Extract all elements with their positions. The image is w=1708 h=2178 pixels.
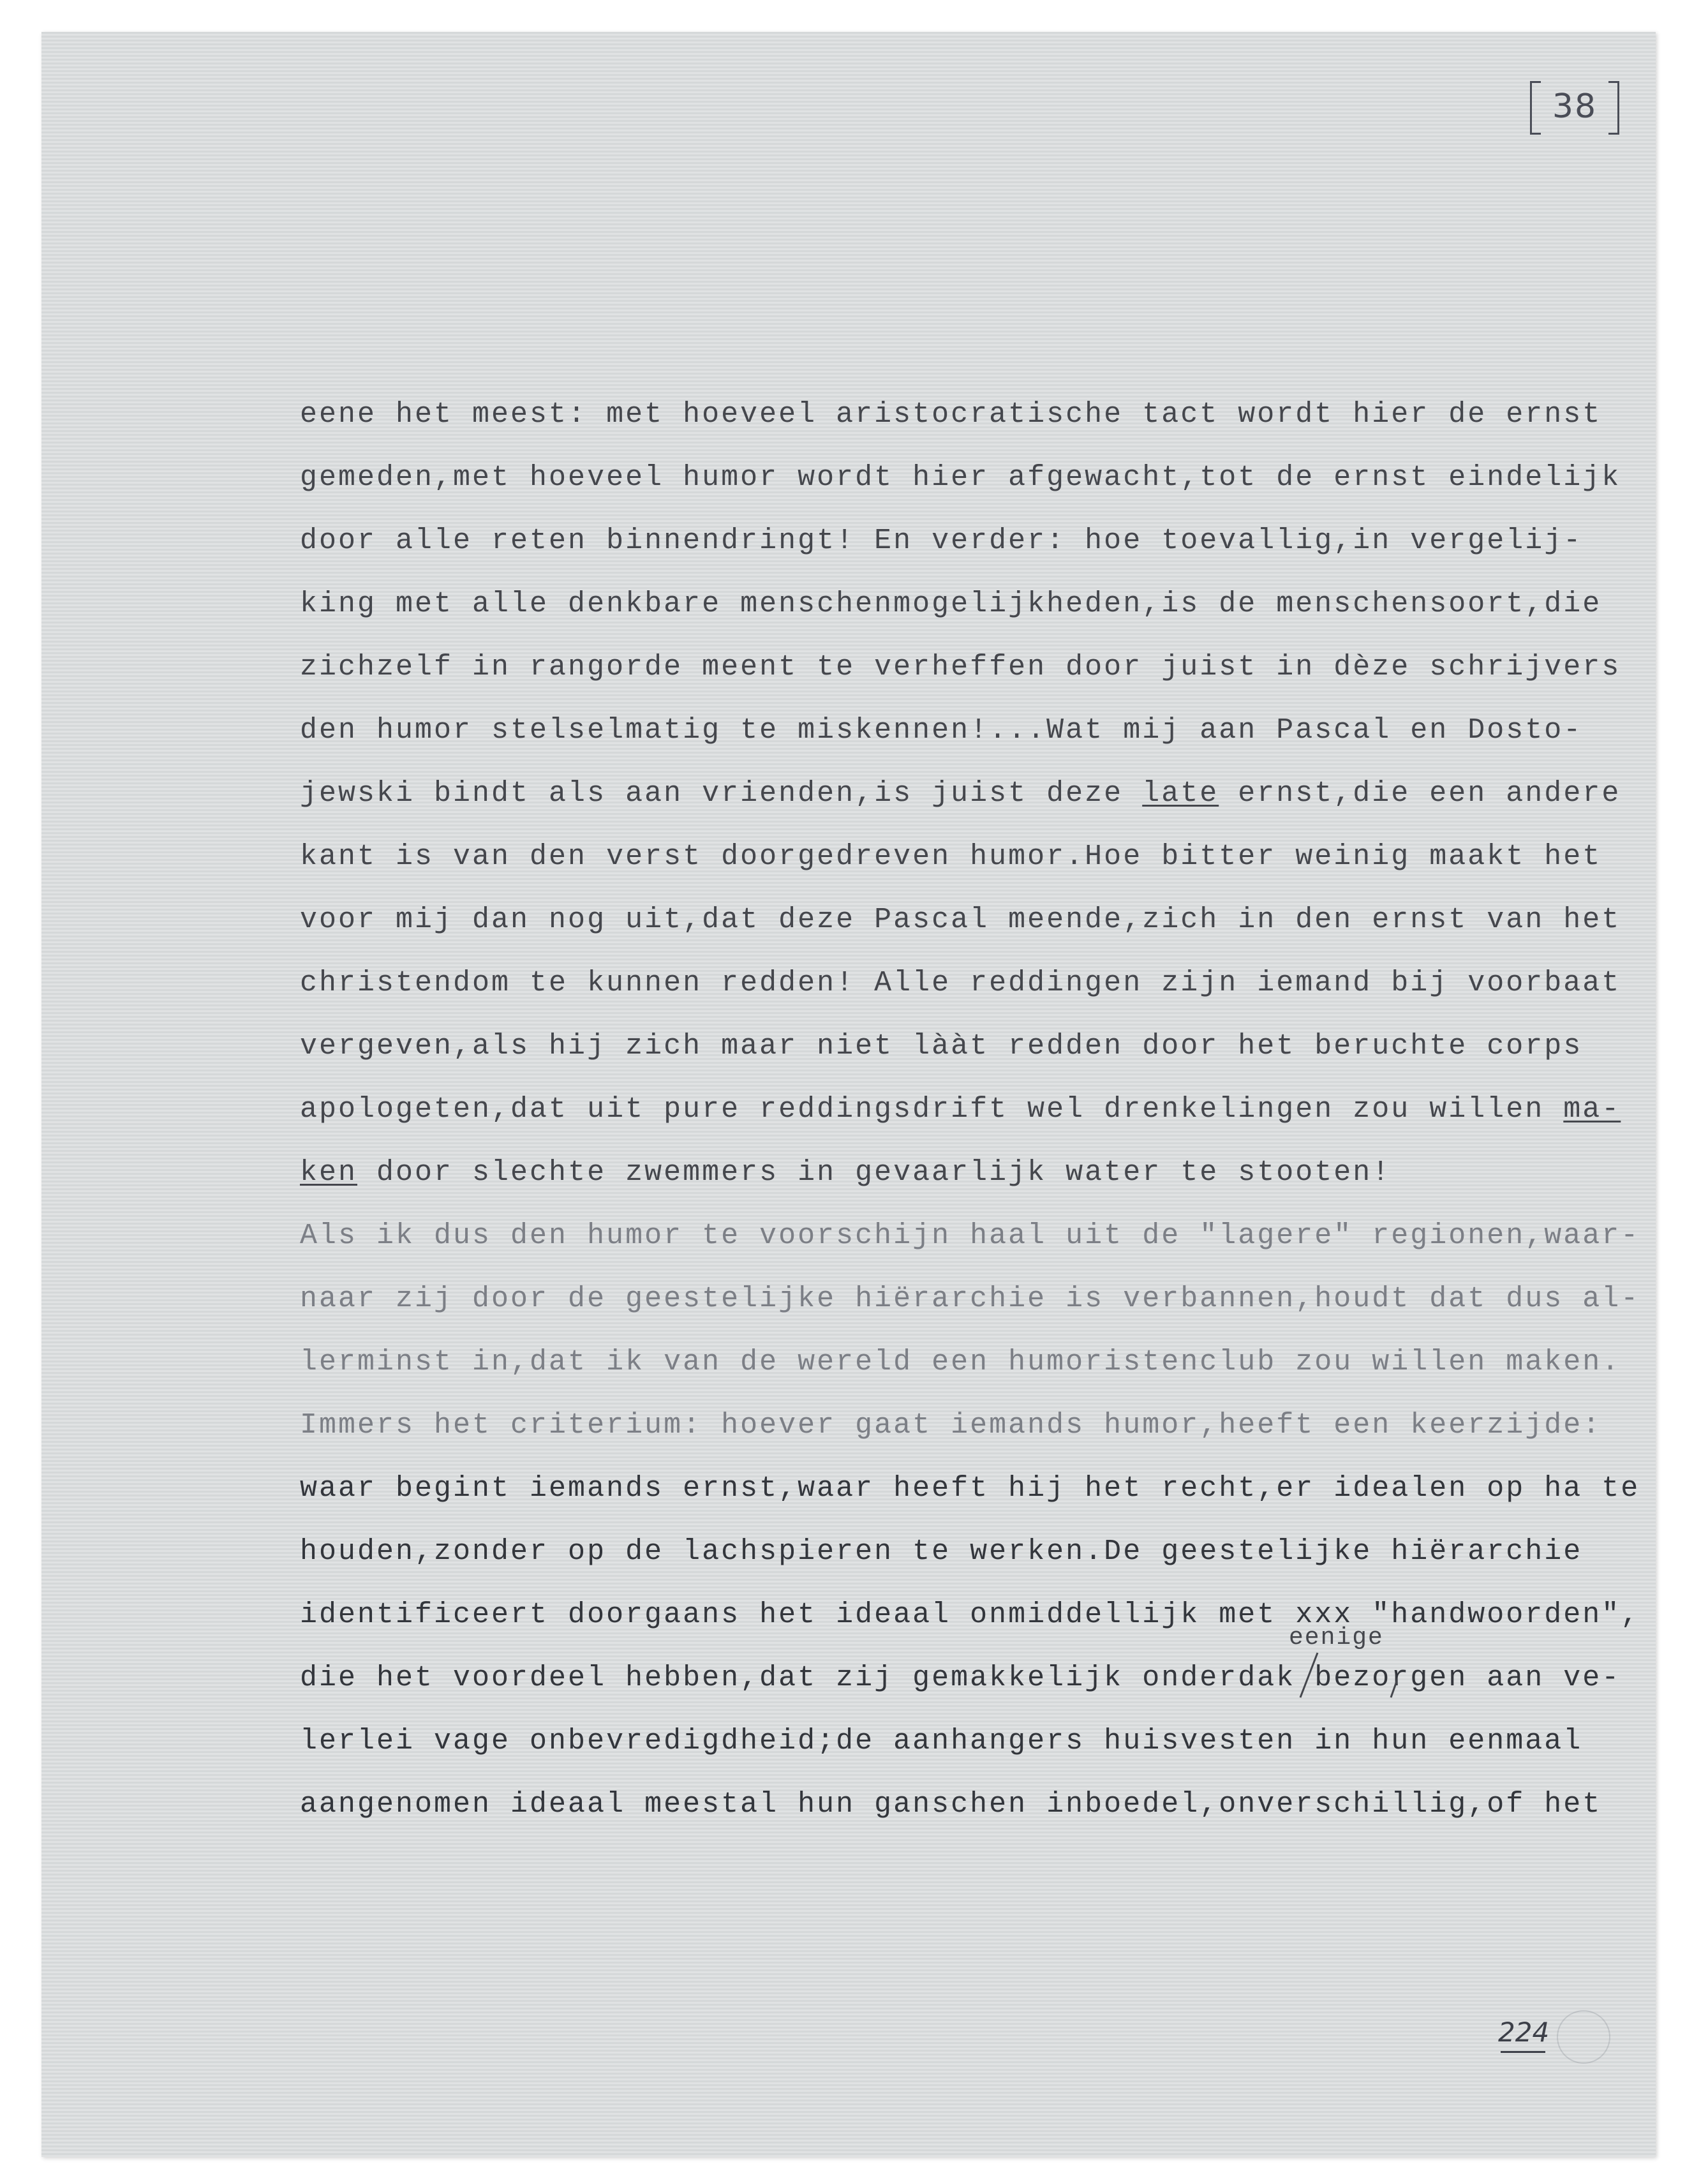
text-line-14: Als ik dus den humor te voorschijn haal uit de "lagere" regionen,waar- (300, 1220, 1640, 1252)
text-line-19: houden,zonder op de lachspieren te werken.De geestelijke hiërarchie (300, 1535, 1583, 1568)
text-segment: jewski bindt als aan vrienden,is juist deze (300, 777, 1143, 810)
insertion-stroke-left (1300, 1653, 1318, 1697)
page-number-bracketed (1530, 81, 1619, 132)
bracket-right (1608, 81, 1619, 135)
text-line-15: naar zij door de geestelijke hiërarchie is verbannen,houdt dat dus al- (300, 1283, 1640, 1315)
folio-underline (1501, 2051, 1545, 2053)
folio-number: 224 (1498, 2017, 1550, 2048)
text-line-20: identificeert doorgaans het ideaal onmiddellijk met xxx "handwoorden", (300, 1599, 1640, 1631)
text-line-21: die het voordeel hebben,dat zij gemakkelijk onderdak bezorgen aan ve- (300, 1662, 1621, 1694)
text-line-17: Immers het criterium: hoever gaat iemands humor,heeft een keerzijde: (300, 1409, 1602, 1442)
text-line-11: vergeven,als hij zich maar niet lààt redden door het beruchte corps (300, 1030, 1583, 1063)
text-line-2: gemeden,met hoeveel humor wordt hier afgewacht,tot de ernst eindelijk (300, 461, 1621, 494)
faint-stamp (1557, 2010, 1610, 2064)
underlined-word: ken (300, 1156, 358, 1189)
text-segment: door slechte zwemmers in gevaarlijk water te stooten! (357, 1156, 1392, 1189)
text-line-13 (300, 1141, 1672, 1204)
underlined-word: late (1142, 777, 1219, 810)
text-line-6: den humor stelselmatig te miskennen!...Wat mij aan Pascal en Dosto- (300, 714, 1583, 747)
text-line-9: voor mij dan nog uit,dat deze Pascal meende,zich in den ernst van het (300, 904, 1621, 936)
bracket-left (1530, 81, 1541, 135)
insertion-stroke-right (1391, 1653, 1397, 1697)
text-line-16: lerminst in,dat ik van de wereld een humoristenclub zou willen maken. (300, 1346, 1621, 1378)
text-line-22: lerlei vage onbevredigdheid;de aanhangers huisvesten in hun eenmaal (300, 1725, 1583, 1757)
text-line-8: kant is van den verst doorgedreven humor.Hoe bitter weinig maakt het (300, 840, 1602, 873)
text-line-12 (300, 1078, 1672, 1141)
text-line-3: door alle reten binnendringt! En verder: hoe toevallig,in vergelij- (300, 525, 1583, 557)
text-line-10: christendom te kunnen redden! Alle reddingen zijn iemand bij voorbaat (300, 967, 1621, 999)
body-text (300, 383, 1672, 1836)
underlined-word: ma- (1563, 1093, 1621, 1126)
text-line-1: eene het meest: met hoeveel aristocratische tact wordt hier de ernst (300, 398, 1602, 431)
page-number-text: 38 (1552, 87, 1598, 126)
text-segment: apologeten,dat uit pure reddingsdrift wel drenkelingen zou willen (300, 1093, 1564, 1126)
text-line-4: king met alle denkbare menschenmogelijkheden,is de menschensoort,die (300, 588, 1602, 620)
text-line-7 (300, 762, 1672, 825)
text-line-5: zichzelf in rangorde meent te verheffen door juist in dèze schrijvers (300, 651, 1621, 683)
text-line-23: aangenomen ideaal meestal hun ganschen inboedel,onverschillig,of het (300, 1788, 1602, 1821)
text-line-18: waar begint iemands ernst,waar heeft hij het recht,er idealen op ha te (300, 1472, 1640, 1505)
text-segment: ernst,die een andere (1219, 777, 1621, 810)
handwritten-insertion: eenige (1289, 1624, 1384, 1652)
insertion-caret-strokes (1295, 1640, 1397, 1701)
